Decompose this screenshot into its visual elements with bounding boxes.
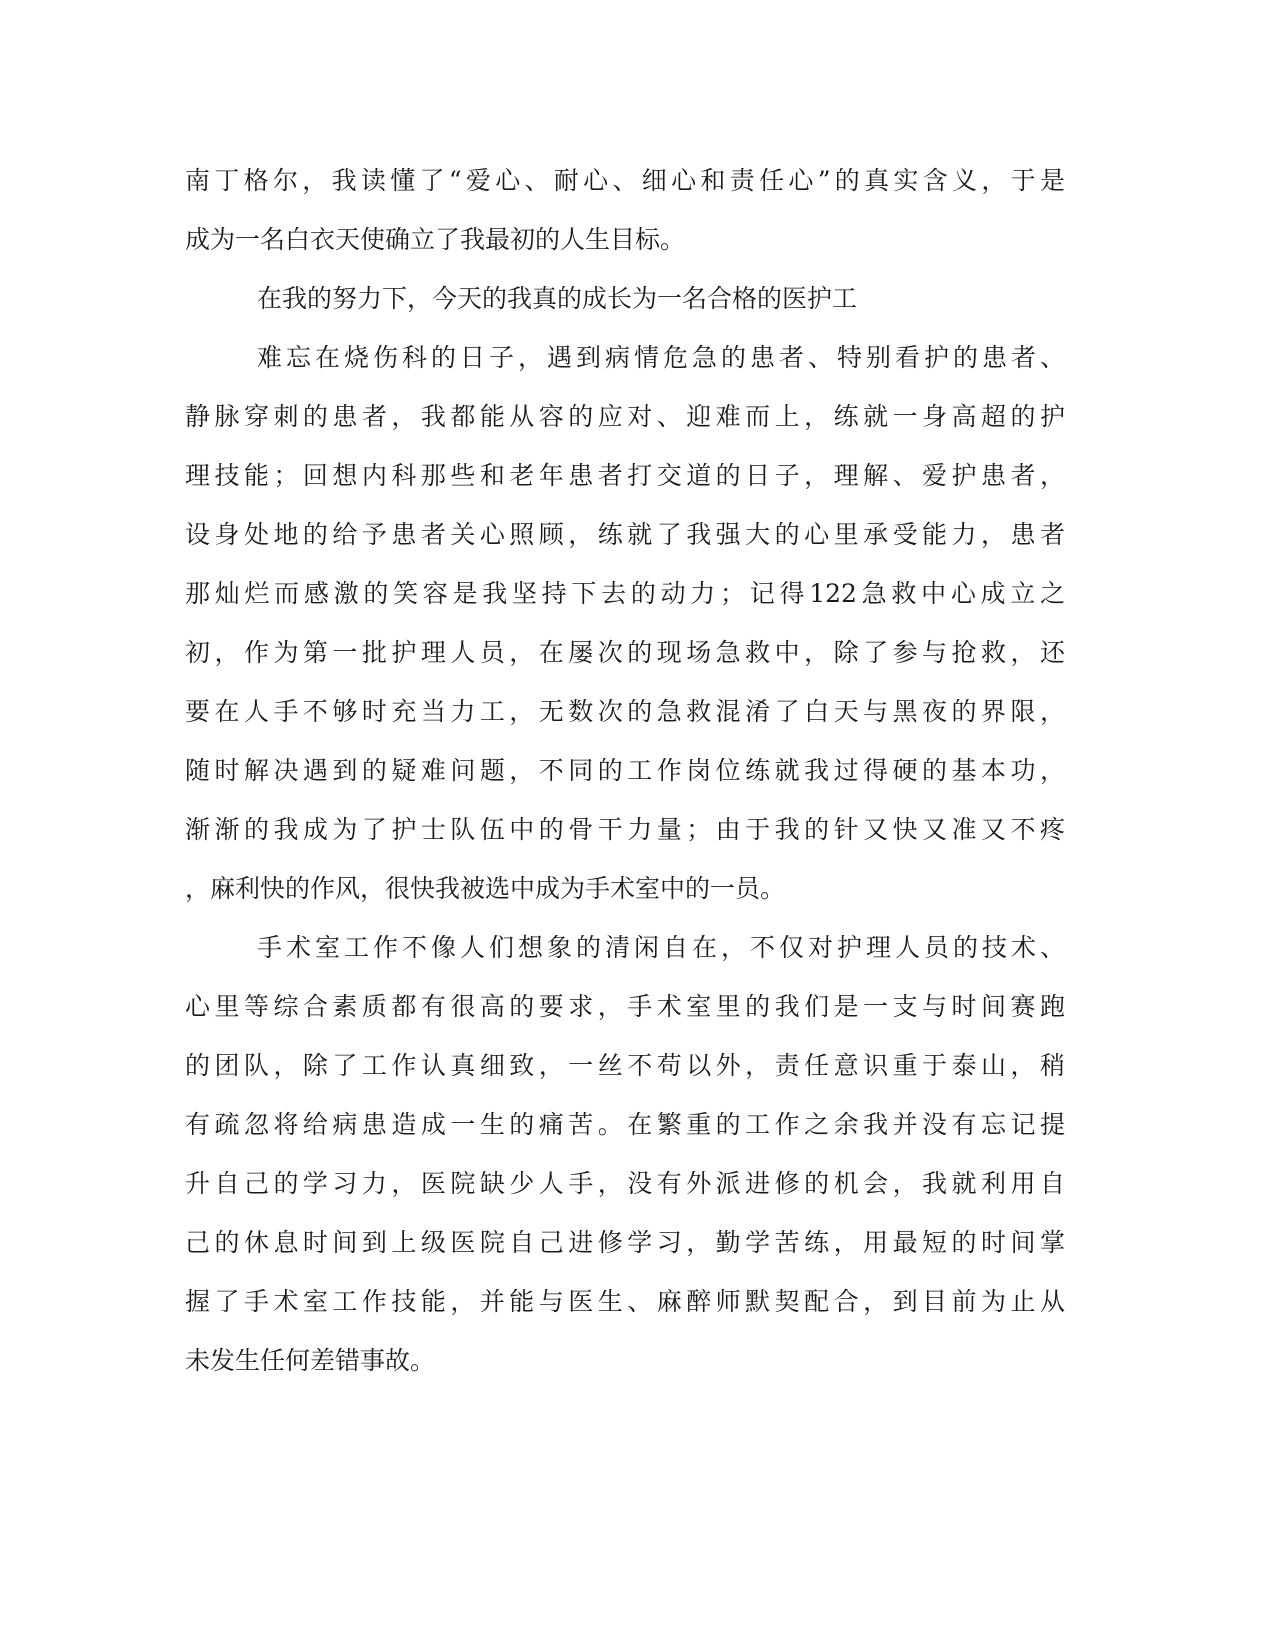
paragraph-3-line-3: 理技能；回想内科那些和老年患者打交道的日子，理解、爱护患者， — [185, 461, 1065, 490]
paragraph-3-line-1: 难忘在烧伤科的日子，遇到病情危急的患者、特别看护的患者、 — [257, 343, 1065, 372]
paragraph-3-line-7: 要在人手不够时充当力工，无数次的急救混淆了白天与黑夜的界限， — [185, 697, 1065, 726]
paragraph-3-line-6: 初，作为第一批护理人员，在屡次的现场急救中，除了参与抢救，还 — [185, 638, 1065, 667]
paragraph-4-line-7: 握了手术室工作技能，并能与医生、麻醉师默契配合，到目前为止从 — [185, 1287, 1065, 1316]
paragraph-3-line-9: 渐渐的我成为了护士队伍中的骨干力量；由于我的针又快又准又不疼 — [185, 815, 1065, 844]
paragraph-4-line-8: 未发生任何差错事故。 — [185, 1346, 436, 1375]
paragraph-1-line-2: 成为一名白衣天使确立了我最初的人生目标。 — [185, 225, 686, 254]
paragraph-3-line-4: 设身处地的给予患者关心照顾，练就了我强大的心里承受能力，患者 — [185, 520, 1065, 549]
paragraph-1-line-1: 南丁格尔，我读懂了“爱心、耐心、细心和责任心”的真实含义，于是 — [185, 166, 1065, 195]
paragraph-3-line-5: 那灿烂而感激的笑容是我坚持下去的动力；记得122急救中心成立之 — [185, 579, 1065, 608]
paragraph-4-line-2: 心里等综合素质都有很高的要求，手术室里的我们是一支与时间赛跑 — [185, 992, 1065, 1021]
paragraph-4-line-3: 的团队，除了工作认真细致，一丝不苟以外，责任意识重于泰山，稍 — [185, 1051, 1065, 1080]
paragraph-4-line-1: 手术室工作不像人们想象的清闲自在，不仅对护理人员的技术、 — [257, 933, 1065, 962]
paragraph-3-line-8: 随时解决遇到的疑难问题，不同的工作岗位练就我过得硬的基本功， — [185, 756, 1065, 785]
paragraph-2-line-1: 在我的努力下，今天的我真的成长为一名合格的医护工 — [257, 284, 858, 313]
paragraph-4-line-6: 己的休息时间到上级医院自己进修学习，勤学苦练，用最短的时间掌 — [185, 1228, 1065, 1257]
paragraph-3-line-2: 静脉穿刺的患者，我都能从容的应对、迎难而上，练就一身高超的护 — [185, 402, 1065, 431]
paragraph-4-line-5: 升自己的学习力，医院缺少人手，没有外派进修的机会，我就利用自 — [185, 1169, 1065, 1198]
paragraph-4-line-4: 有疏忽将给病患造成一生的痛苦。在繁重的工作之余我并没有忘记提 — [185, 1110, 1065, 1139]
paragraph-3-line-10: ，麻利快的作风，很快我被选中成为手术室中的一员。 — [185, 874, 786, 903]
